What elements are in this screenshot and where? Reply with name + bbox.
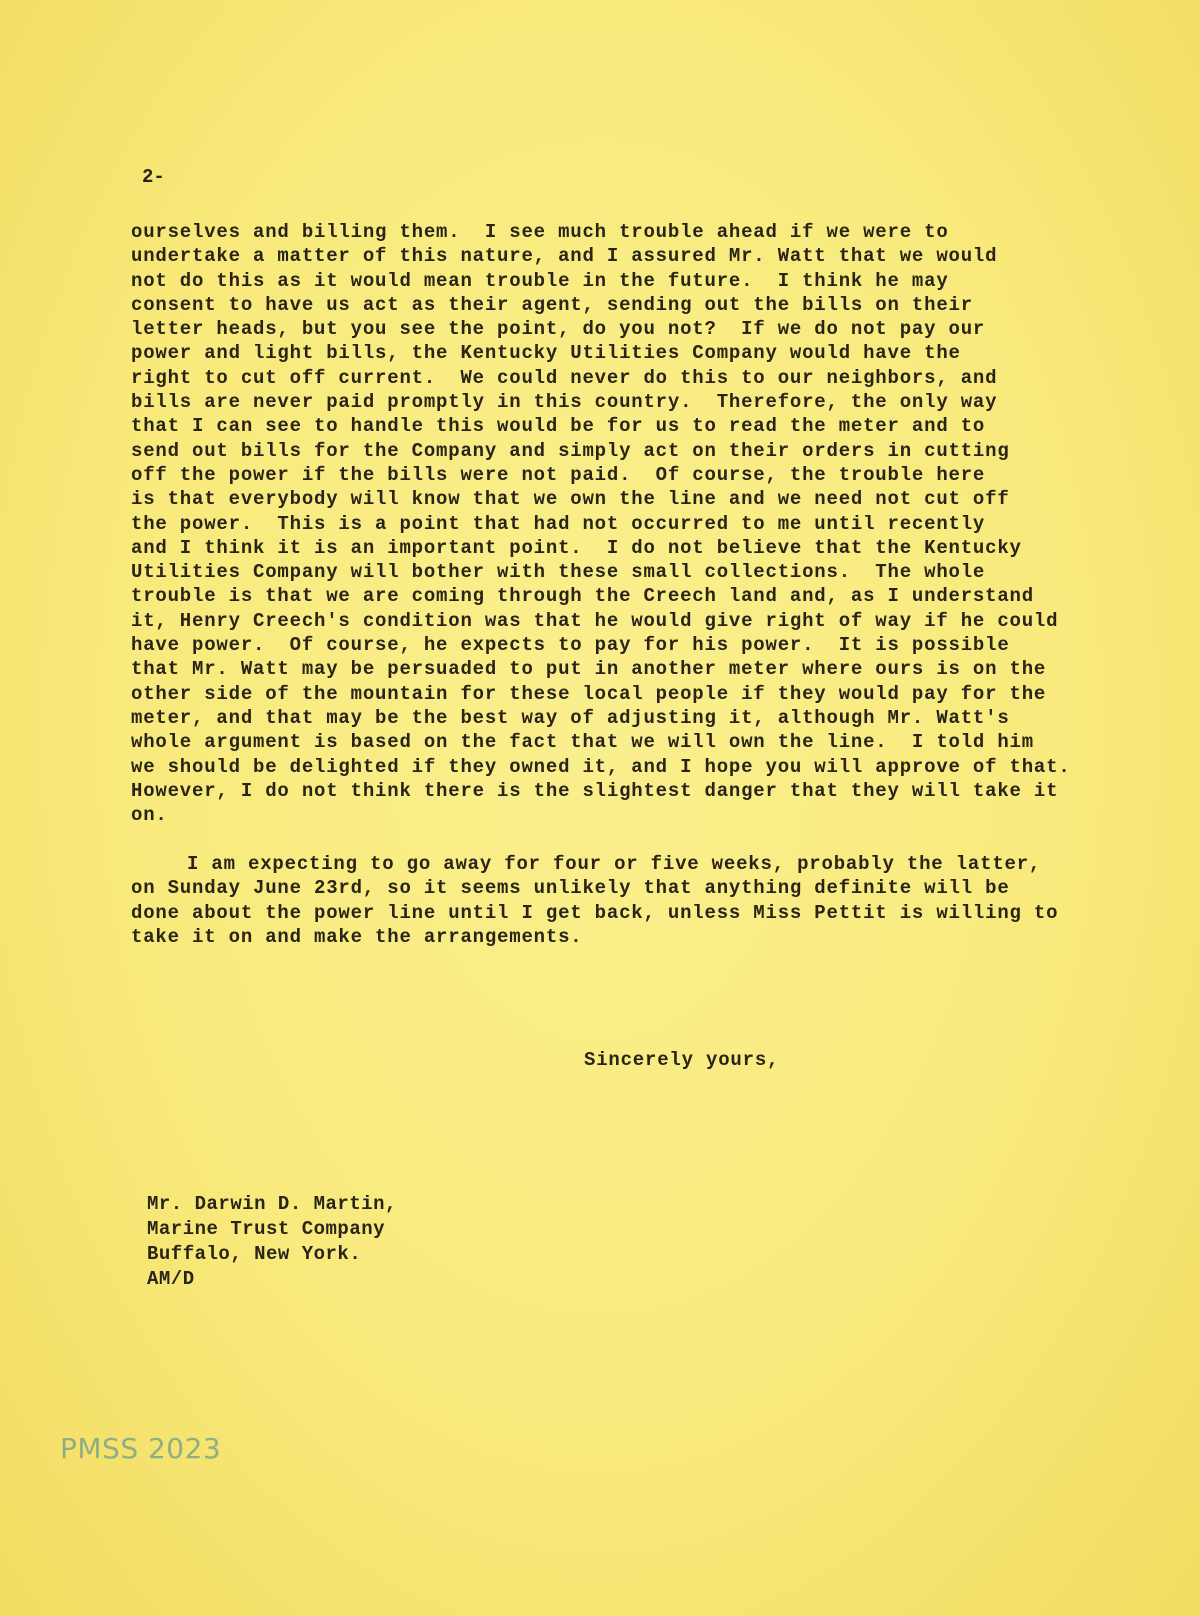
address-line: Mr. Darwin D. Martin, [147,1193,397,1215]
text-line: bills are never paid promptly in this country. Therefore, the only way [131,391,998,414]
address-line: Marine Trust Company [147,1218,386,1240]
text-line: done about the power line until I get back, unless Miss Pettit is willing to [131,901,1059,924]
address-line: Buffalo, New York. [147,1243,362,1265]
text-line: and I think it is an important point. I do not believe that the Kentucky [131,536,1022,559]
watermark: PMSS 2023 [60,1432,222,1465]
body-paragraph-2 [131,852,1058,949]
text-line: have power. Of course, he expects to pay for his power. It is possible [131,634,1010,657]
text-line: we should be delighted if they owned it, and I hope you will approve of that. [131,755,1071,778]
text-line: power and light bills, the Kentucky Utilities Company would have the [131,342,961,365]
text-line: I am expecting to go away for four or five weeks, probably the latter, [187,853,1042,875]
recipient-address [147,1192,397,1292]
text-line: not do this as it would mean trouble in the future. I think he may [131,269,949,292]
text-line: However, I do not think there is the slightest danger that they will take it [131,779,1059,802]
text-line: off the power if the bills were not paid. Of course, the trouble here [131,463,986,486]
text-line: right to cut off current. We could never do this to our neighbors, and [131,366,998,389]
page-number: 2- [142,166,165,188]
text-line: trouble is that we are coming through the Creech land and, as I understand [131,585,1034,608]
text-line: it, Henry Creech's condition was that he would give right of way if he could [131,609,1059,632]
body-paragraph-1 [131,220,1071,827]
text-line: Utilities Company will bother with these small collections. The whole [131,561,986,584]
text-line: send out bills for the Company and simply act on their orders in cutting [131,439,1010,462]
text-line: ourselves and billing them. I see much trouble ahead if we were to [131,221,949,243]
text-line: on. [131,804,168,827]
address-line: AM/D [147,1268,195,1290]
text-line: meter, and that may be the best way of adjusting it, although Mr. Watt's [131,706,1010,729]
closing: Sincerely yours, [584,1049,780,1071]
text-line: that I can see to handle this would be for us to read the meter and to [131,415,986,438]
text-line: take it on and make the arrangements. [131,925,583,948]
text-line: undertake a matter of this nature, and I assured Mr. Watt that we would [131,245,998,268]
text-line: other side of the mountain for these local people if they would pay for the [131,682,1047,705]
text-line: letter heads, but you see the point, do you not? If we do not pay our [131,318,986,341]
text-line: is that everybody will know that we own the line and we need not cut off [131,488,1010,511]
text-line: that Mr. Watt may be persuaded to put in another meter where ours is on the [131,658,1047,681]
text-line: whole argument is based on the fact that we will own the line. I told him [131,731,1034,754]
text-line: consent to have us act as their agent, sending out the bills on their [131,293,973,316]
text-line: on Sunday June 23rd, so it seems unlikely that anything definite will be [131,877,1010,900]
text-line: the power. This is a point that had not occurred to me until recently [131,512,986,535]
